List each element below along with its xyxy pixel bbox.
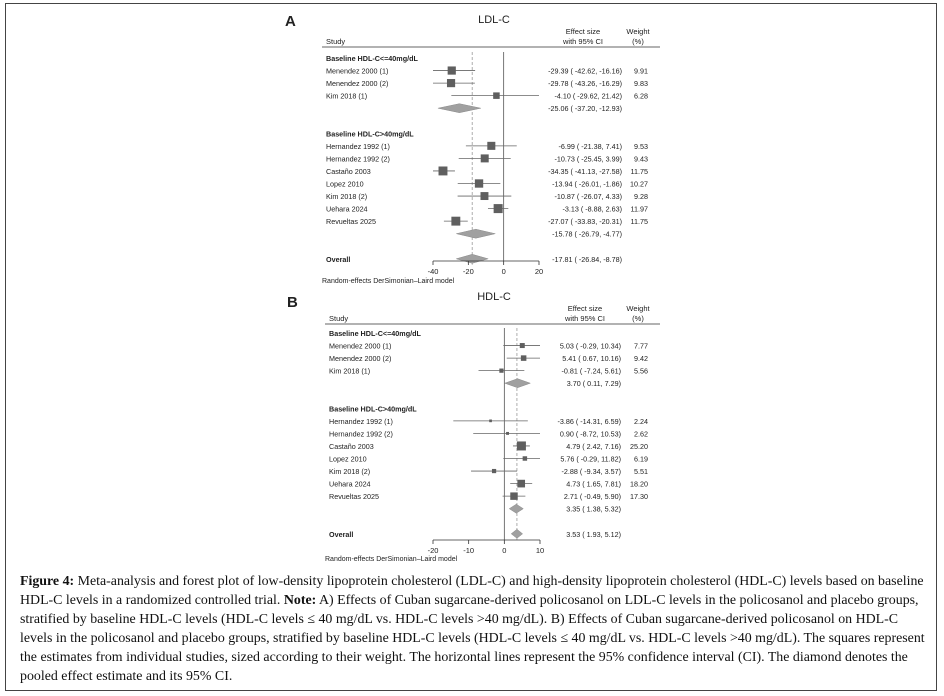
panel-b-weight-value: 2.62 xyxy=(634,429,648,439)
panel-a-study-square xyxy=(481,192,489,200)
panel-b-effect-ci: 4.73 ( 1.65, 7.81) xyxy=(566,479,621,489)
panel-a-subtotal-ci: -15.78 ( -26.79, -4.77) xyxy=(552,229,622,239)
panel-b-weight-header-2: (%) xyxy=(632,314,644,323)
panel-b-weight-value: 2.24 xyxy=(634,416,648,426)
panel-a-effect-ci: -29.39 ( -42.62, -16.16) xyxy=(548,66,622,76)
panel-b-weight-value: 5.56 xyxy=(634,366,648,376)
panel-b-x-tick-label: -10 xyxy=(463,546,475,555)
panel-a-subgroup-header: Baseline HDL-C>40mg/dL xyxy=(326,129,414,139)
panel-b-effect-header-2: with 95% CI xyxy=(564,314,606,323)
panel-a-subgroup-header: Baseline HDL-C<=40mg/dL xyxy=(326,54,418,63)
panel-a-weight-value: 9.53 xyxy=(634,141,648,151)
panel-b-study-square xyxy=(517,480,525,488)
panel-a-study-square xyxy=(494,204,503,213)
panel-a-study-label: Castaño 2003 xyxy=(326,166,371,176)
panel-a-weight-value: 10.27 xyxy=(630,179,648,189)
figure-label: Figure 4: xyxy=(20,574,75,589)
panel-b-study-label: Kim 2018 (2) xyxy=(329,467,371,477)
panel-b-x-tick-label: 0 xyxy=(502,546,507,555)
panel-a-weight-value: 11.75 xyxy=(630,217,648,227)
panel-a-label: A xyxy=(285,13,296,30)
panel-b-study-square xyxy=(520,343,525,348)
panel-a-study-square xyxy=(481,154,489,162)
panel-b-subtotal-diamond xyxy=(509,504,523,513)
panel-b-weight-value: 25.20 xyxy=(630,441,648,451)
panel-a-overall-label: Overall xyxy=(326,254,351,264)
panel-a-study-square xyxy=(448,66,456,74)
panel-a-x-tick-label: 20 xyxy=(534,267,544,276)
panel-b-study-label: Menendez 2000 (1) xyxy=(329,341,392,351)
panel-b-x-tick-label: -20 xyxy=(427,546,439,555)
panel-a-x-tick-label: -40 xyxy=(427,267,439,276)
panel-a-overall-diamond xyxy=(456,254,488,263)
panel-a-weight-value: 11.75 xyxy=(630,166,648,176)
panel-a-weight-value: 9.43 xyxy=(634,154,648,164)
panel-a-overall-ci: -17.81 ( -26.84, -8.78) xyxy=(552,254,622,264)
panel-b-title: HDL-C xyxy=(477,291,511,303)
panel-a-weight-value: 9.83 xyxy=(634,79,648,89)
panel-a-study-square xyxy=(487,142,495,150)
panel-b-overall-label: Overall xyxy=(329,529,354,539)
panel-a-study-square xyxy=(493,92,500,99)
panel-b-weight-value: 6.19 xyxy=(634,454,648,464)
panel-a-effect-ci: -6.99 ( -21.38, 7.41) xyxy=(558,141,622,151)
panel-b-study-label: Menendez 2000 (2) xyxy=(329,354,392,364)
panel-b-effect-ci: 5.41 ( 0.67, 10.16) xyxy=(562,354,621,364)
panel-b-study-label: Kim 2018 (1) xyxy=(329,366,371,376)
panel-a-study-label: Hernandez 1992 (2) xyxy=(326,154,390,164)
panel-b-study-label: Castaño 2003 xyxy=(329,441,374,451)
figure-caption xyxy=(20,572,932,686)
panel-b-weight-value: 7.77 xyxy=(634,341,648,351)
panel-b-effect-ci: -3.86 ( -14.31, 6.59) xyxy=(557,416,621,426)
panel-a-weight-value: 9.28 xyxy=(634,192,648,202)
panel-b-weight-value: 9.42 xyxy=(634,354,648,364)
panel-b-effect-ci: 4.79 ( 2.42, 7.16) xyxy=(566,441,621,451)
panel-a-study-label: Uehara 2024 xyxy=(326,204,368,214)
panel-b-model-footnote: Random-effects DerSimonian–Laird model xyxy=(325,556,458,563)
panel-a-effect-ci: -34.35 ( -41.13, -27.58) xyxy=(548,166,622,176)
panel-a-study-square xyxy=(447,79,455,87)
panel-b-study-label: Revueltas 2025 xyxy=(329,492,379,502)
panel-a-study-square xyxy=(439,166,448,175)
panel-a-subtotal-diamond xyxy=(456,229,495,238)
panel-b-overall-diamond xyxy=(511,529,522,538)
panel-a-subtotal-ci: -25.06 ( -37.20, -12.93) xyxy=(548,104,622,114)
panel-a-study-square xyxy=(475,179,483,187)
panel-b-study-square xyxy=(506,432,509,435)
panel-a-effect-ci: -10.73 ( -25.45, 3.99) xyxy=(554,154,622,164)
panel-b-subtotal-ci: 3.35 ( 1.38, 5.32) xyxy=(566,504,621,514)
panel-b-label: B xyxy=(287,294,298,311)
panel-b-weight-header-1: Weight xyxy=(626,304,650,313)
panel-a-study-square xyxy=(451,217,460,226)
panel-a-study-label: Kim 2018 (1) xyxy=(326,91,368,101)
panel-a-weight-value: 11.97 xyxy=(630,204,648,214)
panel-a-effect-ci: -4.10 ( -29.62, 21.42) xyxy=(554,91,622,101)
caption-text-1: Meta-analysis and forest plot of low-density lipoprotein cholesterol (LDL-C) and high-density lipoprotein cholesterol (HDL-C) levels based on baseline HDL-C levels in a randomized controlled trial. xyxy=(20,574,924,608)
note-label: Note: xyxy=(283,593,317,608)
panel-a-study-label: Kim 2018 (2) xyxy=(326,192,368,202)
panel-a-effect-header-2: with 95% CI xyxy=(562,37,604,46)
panel-a-study-label: Hernandez 1992 (1) xyxy=(326,141,390,151)
panel-b-effect-header-1: Effect size xyxy=(567,304,603,313)
panel-b-study-square xyxy=(499,369,503,373)
panel-a-subtotal-diamond xyxy=(438,104,481,113)
panel-b-subtotal-diamond xyxy=(505,379,531,388)
panel-a-study-label: Menendez 2000 (2) xyxy=(326,79,389,89)
panel-b-subtotal-ci: 3.70 ( 0.11, 7.29) xyxy=(566,379,621,389)
panel-b-effect-ci: 2.71 ( -0.49, 5.90) xyxy=(563,492,621,502)
panel-a-weight-value: 6.28 xyxy=(634,91,648,101)
panel-a-weight-header-1: Weight xyxy=(626,27,650,36)
panel-b-study-label: Hernandez 1992 (2) xyxy=(329,429,393,439)
panel-b-effect-ci: -2.88 ( -9.34, 3.57) xyxy=(561,467,621,477)
panel-a-effect-ci: -13.94 ( -26.01, -1.86) xyxy=(552,179,622,189)
panel-b-effect-ci: 5.03 ( -0.29, 10.34) xyxy=(559,341,621,351)
panel-b-weight-value: 18.20 xyxy=(630,479,648,489)
panel-a-study-header: Study xyxy=(326,37,346,46)
panel-b-overall-ci: 3.53 ( 1.93, 5.12) xyxy=(566,529,621,539)
panel-a-effect-ci: -27.07 ( -33.83, -20.31) xyxy=(548,217,622,227)
panel-b-effect-ci: -0.81 ( -7.24, 5.61) xyxy=(561,366,621,376)
panel-b-study-square xyxy=(521,355,527,361)
panel-b-study-label: Hernandez 1992 (1) xyxy=(329,416,393,426)
panel-b-study-label: Lopez 2010 xyxy=(329,454,367,464)
panel-b-subgroup-header: Baseline HDL-C<=40mg/dL xyxy=(329,329,421,338)
panel-a-effect-ci: -29.78 ( -43.26, -16.29) xyxy=(548,79,622,89)
panel-b-weight-value: 17.30 xyxy=(630,492,648,502)
panel-a-model-footnote: Random-effects DerSimonian–Laird model xyxy=(322,278,455,285)
panel-b-study-square xyxy=(489,420,492,423)
panel-a-effect-ci: -10.87 ( -26.07, 4.33) xyxy=(554,192,622,202)
panel-a-study-label: Revueltas 2025 xyxy=(326,217,376,227)
panel-b-effect-ci: 0.90 ( -8.72, 10.53) xyxy=(559,429,621,439)
panel-a-weight-value: 9.91 xyxy=(634,66,648,76)
panel-b-effect-ci: 5.76 ( -0.29, 11.82) xyxy=(560,454,621,464)
panel-b-study-label: Uehara 2024 xyxy=(329,479,371,489)
panel-b-study-square xyxy=(523,456,527,460)
panel-a-study-label: Menendez 2000 (1) xyxy=(326,66,389,76)
panel-a-effect-header-1: Effect size xyxy=(565,27,601,36)
panel-b-study-square xyxy=(517,441,526,450)
panel-b-study-header: Study xyxy=(329,314,349,323)
panel-b-x-tick-label: 10 xyxy=(535,546,545,555)
panel-a-study-label: Lopez 2010 xyxy=(326,179,364,189)
panel-b-weight-value: 5.51 xyxy=(634,467,648,477)
panel-a-x-tick-label: -20 xyxy=(462,267,474,276)
panel-a-weight-header-2: (%) xyxy=(632,37,644,46)
panel-a-effect-ci: -3.13 ( -8.88, 2.63) xyxy=(562,204,622,214)
caption-text-2: A) Effects of Cuban sugarcane-derived policosanol on LDL-C levels in the policosanol and placebo groups, stratified by baseline HDL-C levels (HDL-C levels ≤ 40 mg/dL vs. HDL-C levels >40 mg/dL). B) Effects of Cuban sugarcane-derived policosanol on HDL-C levels in the policosanol and placebo groups, stratified by baseline HDL-C levels (HDL-C levels ≤ 40 mg/dL vs. HDL-C levels >40 mg/dL). The squares represent the estimates from individual studies, sized according to their weight. The horizontal lines represent the 95% confidence interval (CI). The diamond denotes the pooled effect estimate and its 95% CI. xyxy=(20,593,925,684)
panel-a-x-tick-label: 0 xyxy=(501,267,506,276)
panel-b-subgroup-header: Baseline HDL-C>40mg/dL xyxy=(329,404,417,414)
panel-a-title: LDL-C xyxy=(478,14,510,26)
panel-b-study-square xyxy=(510,492,517,499)
panel-b-study-square xyxy=(492,469,496,473)
